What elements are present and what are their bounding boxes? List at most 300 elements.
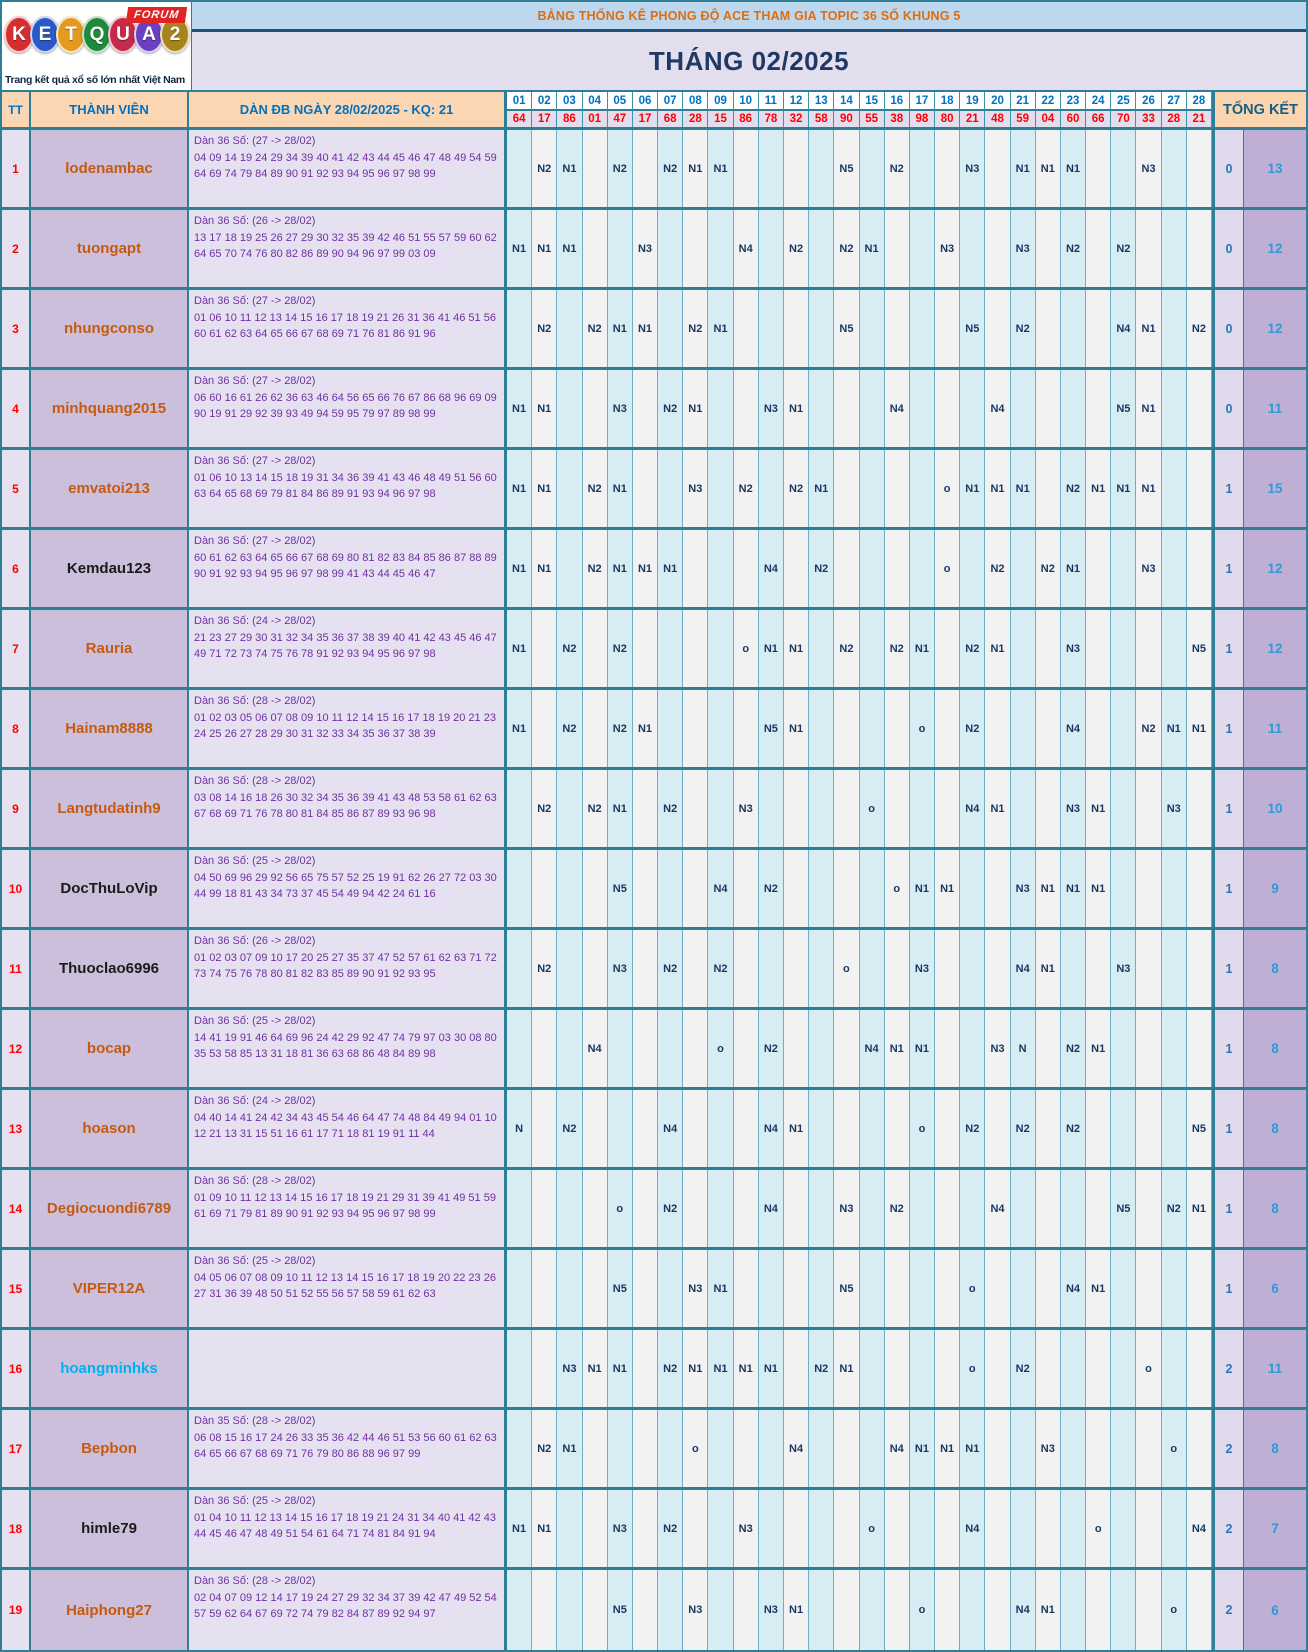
day-mark-cell (1187, 370, 1212, 447)
day-mark-cell (809, 290, 834, 367)
total-hit: 12 (1244, 610, 1306, 687)
day-mark-cell: N2 (784, 450, 809, 527)
day-result: 86 (557, 111, 582, 127)
day-mark-cell (1061, 1490, 1086, 1567)
day-mark-cell (1187, 1250, 1212, 1327)
day-mark-cell (633, 1010, 658, 1087)
day-mark-cell: N2 (557, 610, 582, 687)
day-mark-cell (1111, 1090, 1136, 1167)
day-mark-cell: N1 (910, 1410, 935, 1487)
day-mark-cell: N2 (583, 770, 608, 847)
day-mark-cell (1162, 1250, 1187, 1327)
day-mark-cell (910, 210, 935, 287)
day-mark-cell: N4 (885, 370, 910, 447)
day-mark-cell (935, 370, 960, 447)
day-mark-cell: N2 (1162, 1170, 1187, 1247)
day-mark-cell (1136, 1490, 1161, 1567)
day-mark-cell: N1 (532, 530, 557, 607)
day-result: 70 (1111, 111, 1136, 127)
dan-cell (189, 1410, 507, 1487)
total-miss: 0 (1212, 290, 1244, 367)
dan-title: Dàn 36 Số: (25 -> 28/02) (194, 1255, 316, 1267)
day-header: 02 (532, 92, 557, 111)
day-mark-cell (683, 610, 708, 687)
day-mark-cell (608, 1010, 633, 1087)
day-mark-cell (759, 1250, 784, 1327)
day-mark-cell (1162, 130, 1187, 207)
day-mark-cell: N3 (608, 930, 633, 1007)
day-mark-cell (860, 1570, 885, 1650)
row-index: 7 (2, 610, 31, 687)
day-mark-cell: o (860, 770, 885, 847)
day-mark-cell: N3 (1136, 530, 1161, 607)
day-mark-cell (1086, 290, 1111, 367)
member-row (2, 1570, 1306, 1650)
day-result: 68 (658, 111, 683, 127)
day-mark-cell: N1 (1086, 850, 1111, 927)
day-mark-cell (708, 1490, 733, 1567)
day-mark-cell (960, 1570, 985, 1650)
day-mark-cell (1111, 1330, 1136, 1407)
day-mark-cell (583, 1090, 608, 1167)
day-mark-cell (910, 370, 935, 447)
member-name[interactable]: hoason (82, 1120, 136, 1137)
member-cell (31, 1330, 189, 1407)
day-result: 55 (860, 111, 885, 127)
day-mark-cell (1036, 370, 1061, 447)
day-mark-cell: N2 (658, 930, 683, 1007)
day-mark-cell (860, 1170, 885, 1247)
row-index: 19 (2, 1570, 31, 1650)
day-result: 01 (583, 111, 608, 127)
day-mark-cell (935, 1250, 960, 1327)
day-mark-cell (809, 1570, 834, 1650)
day-result: 86 (734, 111, 759, 127)
day-mark-cell (885, 930, 910, 1007)
dan-numbers: 06 08 15 16 17 24 26 33 35 36 42 44 46 51 53 56 60 61 62 63 64 65 66 67 68 69 71 76 79 80 86 88 96 97 99 (194, 1431, 497, 1460)
day-marks (507, 1250, 1212, 1327)
day-mark-cell (633, 930, 658, 1007)
day-mark-cell (784, 530, 809, 607)
day-mark-cell (507, 1010, 532, 1087)
day-mark-cell: N5 (1111, 1170, 1136, 1247)
day-mark-cell: N2 (885, 1170, 910, 1247)
total-miss: 1 (1212, 610, 1244, 687)
day-mark-cell (1086, 210, 1111, 287)
member-cell (31, 130, 189, 207)
day-mark-cell (834, 690, 859, 767)
day-mark-cell (1061, 290, 1086, 367)
day-mark-cell: N1 (1086, 770, 1111, 847)
day-mark-cell: N3 (1111, 930, 1136, 1007)
row-index: 10 (2, 850, 31, 927)
day-mark-cell (910, 290, 935, 367)
day-mark-cell (860, 370, 885, 447)
day-mark-cell (683, 530, 708, 607)
day-mark-cell (734, 1250, 759, 1327)
day-header: 06 (633, 92, 658, 111)
day-mark-cell (1011, 1250, 1036, 1327)
dan-numbers: 02 04 07 09 12 14 17 19 24 27 29 32 34 37 39 42 47 49 52 54 57 59 62 64 67 69 72 74 79 82 84 87 89 92 94 97 (194, 1591, 497, 1620)
day-mark-cell: N2 (985, 530, 1010, 607)
day-mark-cell: N2 (557, 690, 582, 767)
day-mark-cell (834, 370, 859, 447)
logo-letter-a: A (134, 16, 164, 53)
dan-numbers: 01 06 10 13 14 15 18 19 31 34 36 39 41 43 46 48 49 51 56 60 63 64 65 68 69 79 81 84 86 89 91 93 94 96 97 98 (194, 471, 497, 500)
day-mark-cell (583, 1570, 608, 1650)
day-mark-cell: N1 (734, 1330, 759, 1407)
day-mark-cell (960, 1170, 985, 1247)
day-mark-cell (557, 850, 582, 927)
day-mark-cell (784, 770, 809, 847)
day-mark-cell (860, 1090, 885, 1167)
member-name[interactable]: Haiphong27 (66, 1601, 152, 1619)
day-mark-cell (910, 530, 935, 607)
day-mark-cell: N5 (960, 290, 985, 367)
member-name[interactable]: Rauria (85, 640, 133, 657)
day-mark-cell (935, 610, 960, 687)
table-header-row (2, 90, 1306, 130)
row-index: 14 (2, 1170, 31, 1247)
day-mark-cell: o (734, 610, 759, 687)
day-mark-cell: N1 (1061, 850, 1086, 927)
day-mark-cell (985, 1490, 1010, 1567)
member-name[interactable]: minhquang2015 (51, 400, 167, 417)
day-mark-cell (557, 1010, 582, 1087)
day-mark-cell (935, 1330, 960, 1407)
day-mark-cell: N3 (608, 1490, 633, 1567)
member-name[interactable]: Hainam8888 (65, 720, 153, 737)
day-mark-cell: N3 (960, 130, 985, 207)
day-header: 14 (834, 92, 859, 111)
day-mark-cell (910, 1250, 935, 1327)
member-row (2, 1490, 1306, 1570)
day-mark-cell (532, 1570, 557, 1650)
total-hit: 12 (1244, 290, 1306, 367)
day-mark-cell (708, 1170, 733, 1247)
dan-title: Dàn 36 Số: (27 -> 28/02) (194, 295, 316, 307)
day-mark-cell: o (708, 1010, 733, 1087)
member-name[interactable]: tuongapt (76, 240, 142, 257)
total-miss: 1 (1212, 1250, 1244, 1327)
dan-numbers: 01 04 10 11 12 13 14 15 16 17 18 19 21 24 31 34 40 41 42 43 44 45 46 47 48 49 51 54 61 64 71 74 81 84 91 94 (194, 1511, 496, 1540)
day-mark-cell: N1 (532, 210, 557, 287)
day-mark-cell: N1 (608, 1330, 633, 1407)
day-mark-cell (860, 610, 885, 687)
day-result: 64 (507, 111, 532, 127)
day-mark-cell (1136, 1170, 1161, 1247)
day-mark-cell (834, 530, 859, 607)
day-mark-cell (935, 290, 960, 367)
member-name[interactable]: emvatoi213 (68, 480, 150, 497)
member-name[interactable]: bocap (86, 1040, 132, 1057)
dan-numbers: 04 50 69 96 29 92 56 65 75 57 52 25 19 91 62 26 27 72 03 30 44 99 18 81 43 34 73 37 45 54 49 94 42 24 61 16 (194, 871, 497, 900)
day-mark-cell (557, 450, 582, 527)
day-mark-cell (633, 1330, 658, 1407)
row-index: 11 (2, 930, 31, 1007)
day-marks (507, 1170, 1212, 1247)
day-mark-cell: N2 (960, 610, 985, 687)
member-cell (31, 210, 189, 287)
member-name[interactable]: DocThuLoVip (60, 880, 158, 897)
logo-letter-k: K (4, 16, 34, 53)
day-header: 21 (1011, 92, 1036, 111)
day-mark-cell (885, 210, 910, 287)
day-mark-cell (1011, 610, 1036, 687)
day-mark-cell (759, 1490, 784, 1567)
total-hit: 12 (1244, 210, 1306, 287)
dan-cell (189, 290, 507, 367)
dan-numbers: 03 08 14 16 18 26 30 32 34 35 36 39 41 43 48 53 58 61 62 63 67 68 69 71 76 78 80 81 84 85 86 87 89 93 96 98 (194, 791, 497, 820)
day-mark-cell (1162, 290, 1187, 367)
day-mark-cell: N1 (708, 1250, 733, 1327)
day-mark-cell (809, 610, 834, 687)
day-header: 18 (935, 92, 960, 111)
site-logo[interactable] (2, 2, 192, 90)
day-mark-cell (583, 130, 608, 207)
day-mark-cell: o (1086, 1490, 1111, 1567)
day-header: 01 (507, 92, 532, 111)
day-mark-cell (583, 210, 608, 287)
dan-title: Dàn 35 Số: (28 -> 28/02) (194, 1415, 316, 1427)
day-mark-cell (1111, 1250, 1136, 1327)
day-mark-cell (734, 930, 759, 1007)
day-mark-cell: N1 (784, 1090, 809, 1167)
day-mark-cell (734, 1570, 759, 1650)
board-title: BẢNG THỐNG KÊ PHONG ĐỘ ACE THAM GIA TOPIC 36 SỐ KHUNG 5 (192, 2, 1306, 32)
day-mark-cell (809, 1170, 834, 1247)
day-mark-cell: N1 (532, 1490, 557, 1567)
logo-letter-2: 2 (160, 16, 190, 53)
dan-cell (189, 930, 507, 1007)
day-mark-cell: N4 (1111, 290, 1136, 367)
day-mark-cell: N1 (532, 370, 557, 447)
day-mark-cell (985, 1570, 1010, 1650)
member-name[interactable]: himle79 (81, 1520, 137, 1537)
total-miss: 1 (1212, 450, 1244, 527)
total-hit: 12 (1244, 530, 1306, 607)
day-result: 17 (532, 111, 557, 127)
day-result-row (507, 111, 1212, 127)
day-marks (507, 1570, 1212, 1650)
day-mark-cell: N2 (1061, 1090, 1086, 1167)
day-mark-cell (583, 930, 608, 1007)
day-marks (507, 290, 1212, 367)
day-mark-cell (1187, 1570, 1212, 1650)
day-mark-cell: N1 (608, 290, 633, 367)
day-mark-cell: N2 (834, 610, 859, 687)
day-mark-cell (960, 210, 985, 287)
day-result: 58 (809, 111, 834, 127)
day-mark-cell (708, 610, 733, 687)
day-mark-cell (885, 290, 910, 367)
day-mark-cell (532, 1250, 557, 1327)
day-mark-cell (1036, 450, 1061, 527)
day-mark-cell (885, 1570, 910, 1650)
day-mark-cell (1136, 1090, 1161, 1167)
day-mark-cell (1162, 850, 1187, 927)
day-mark-cell (1136, 1010, 1161, 1087)
day-mark-cell (1187, 130, 1212, 207)
dan-numbers: 01 02 03 05 06 07 08 09 10 11 12 14 15 16 17 18 19 20 21 23 24 25 26 27 28 29 30 31 32 33 34 35 36 37 38 39 (194, 711, 496, 740)
total-hit: 8 (1244, 1090, 1306, 1167)
day-mark-cell: N1 (1036, 1570, 1061, 1650)
day-mark-cell (860, 690, 885, 767)
day-mark-cell (784, 930, 809, 1007)
day-mark-cell (809, 370, 834, 447)
day-mark-cell: N1 (1086, 1010, 1111, 1087)
total-hit: 9 (1244, 850, 1306, 927)
day-mark-cell (583, 1490, 608, 1567)
day-mark-cell (1162, 1490, 1187, 1567)
member-name[interactable]: lodenambac (65, 160, 153, 177)
total-miss: 1 (1212, 1010, 1244, 1087)
day-mark-cell: N (1011, 1010, 1036, 1087)
day-result: 98 (910, 111, 935, 127)
day-mark-cell (608, 210, 633, 287)
day-mark-cell: o (910, 690, 935, 767)
row-index: 13 (2, 1090, 31, 1167)
day-mark-cell (683, 930, 708, 1007)
day-mark-cell: o (935, 450, 960, 527)
row-index: 6 (2, 530, 31, 607)
day-mark-cell (1086, 930, 1111, 1007)
row-index: 15 (2, 1250, 31, 1327)
day-mark-cell: N2 (658, 130, 683, 207)
day-marks (507, 690, 1212, 767)
day-mark-cell: N1 (860, 210, 885, 287)
day-mark-cell (557, 530, 582, 607)
day-mark-cell (708, 210, 733, 287)
day-mark-cell (1187, 1330, 1212, 1407)
member-name[interactable]: Kemdau123 (66, 560, 152, 577)
day-mark-cell (910, 130, 935, 207)
day-mark-cell (1086, 610, 1111, 687)
day-mark-cell: N1 (507, 370, 532, 447)
row-index: 9 (2, 770, 31, 847)
day-header: 20 (985, 92, 1010, 111)
day-mark-cell (985, 210, 1010, 287)
day-mark-cell (658, 610, 683, 687)
day-header: 28 (1187, 92, 1212, 111)
day-mark-cell (1036, 690, 1061, 767)
day-mark-cell (734, 530, 759, 607)
day-mark-cell: N3 (1011, 210, 1036, 287)
day-mark-cell: o (960, 1330, 985, 1407)
total-miss: 0 (1212, 210, 1244, 287)
day-mark-cell (860, 130, 885, 207)
dan-cell (189, 1170, 507, 1247)
day-mark-cell (1187, 210, 1212, 287)
day-mark-cell (532, 610, 557, 687)
logo-letter-u: U (108, 16, 138, 53)
day-mark-cell: N1 (1061, 130, 1086, 207)
day-mark-cell (960, 1010, 985, 1087)
day-mark-cell (608, 1410, 633, 1487)
day-mark-cell (658, 1410, 683, 1487)
total-hit: 10 (1244, 770, 1306, 847)
day-mark-cell: N4 (885, 1410, 910, 1487)
day-mark-cell (860, 450, 885, 527)
day-header: 22 (1036, 92, 1061, 111)
member-name[interactable]: Thuoclao6996 (58, 960, 160, 977)
day-mark-cell (935, 1570, 960, 1650)
member-name[interactable]: Langtudatinh9 (57, 800, 161, 817)
day-mark-cell (1162, 610, 1187, 687)
row-index: 12 (2, 1010, 31, 1087)
dan-numbers: 01 02 03 07 09 10 17 20 25 27 35 37 47 52 57 61 62 63 71 72 73 74 75 76 78 80 81 82 83 85 89 90 91 92 93 95 (194, 951, 497, 980)
dan-cell (189, 1250, 507, 1327)
member-name[interactable]: hoangminhks (60, 1360, 158, 1377)
day-mark-cell: N2 (583, 530, 608, 607)
row-index: 18 (2, 1490, 31, 1567)
day-mark-cell (935, 1170, 960, 1247)
day-mark-cell (608, 1090, 633, 1167)
day-header: 26 (1136, 92, 1161, 111)
member-name[interactable]: nhungconso (64, 320, 154, 337)
day-mark-cell (507, 850, 532, 927)
day-mark-cell: N3 (734, 770, 759, 847)
day-header: 12 (784, 92, 809, 111)
day-mark-cell: N1 (608, 450, 633, 527)
day-mark-cell (935, 930, 960, 1007)
day-mark-cell (658, 1250, 683, 1327)
day-mark-cell (708, 530, 733, 607)
day-mark-cell: N1 (1086, 450, 1111, 527)
day-mark-cell: N2 (532, 770, 557, 847)
day-mark-cell (734, 690, 759, 767)
member-cell (31, 690, 189, 767)
day-mark-cell (784, 1330, 809, 1407)
dan-cell (189, 450, 507, 527)
day-mark-cell (985, 130, 1010, 207)
day-mark-cell: N4 (759, 1090, 784, 1167)
day-mark-cell: N1 (985, 610, 1010, 687)
day-mark-cell (1036, 290, 1061, 367)
day-mark-cell: N4 (734, 210, 759, 287)
day-mark-cell: N1 (633, 530, 658, 607)
day-mark-cell: N1 (1036, 130, 1061, 207)
day-mark-cell: N4 (960, 770, 985, 847)
member-name[interactable]: Bepbon (81, 1440, 137, 1457)
total-miss: 2 (1212, 1330, 1244, 1407)
day-mark-cell: N1 (1136, 450, 1161, 527)
day-mark-cell: N2 (658, 1330, 683, 1407)
day-mark-cell (985, 1090, 1010, 1167)
day-mark-cell: N1 (708, 130, 733, 207)
day-mark-cell: N1 (1086, 1250, 1111, 1327)
day-mark-cell (734, 850, 759, 927)
day-mark-cell: N1 (1187, 1170, 1212, 1247)
member-row (2, 930, 1306, 1010)
dan-title: Dàn 36 Số: (25 -> 28/02) (194, 1015, 316, 1027)
day-header: 08 (683, 92, 708, 111)
day-mark-cell: N3 (910, 930, 935, 1007)
member-name[interactable]: Degiocuondi6789 (46, 1200, 172, 1217)
day-mark-cell: o (860, 1490, 885, 1567)
member-name[interactable]: VIPER12A (72, 1280, 146, 1297)
day-mark-cell: N1 (633, 290, 658, 367)
day-mark-cell: N1 (985, 450, 1010, 527)
day-mark-cell (1111, 850, 1136, 927)
day-mark-cell (1136, 1570, 1161, 1650)
day-mark-cell (683, 1490, 708, 1567)
day-mark-cell (1162, 1010, 1187, 1087)
day-mark-cell: o (608, 1170, 633, 1247)
day-mark-cell: N2 (658, 770, 683, 847)
day-mark-cell (734, 130, 759, 207)
day-mark-cell (1162, 1090, 1187, 1167)
